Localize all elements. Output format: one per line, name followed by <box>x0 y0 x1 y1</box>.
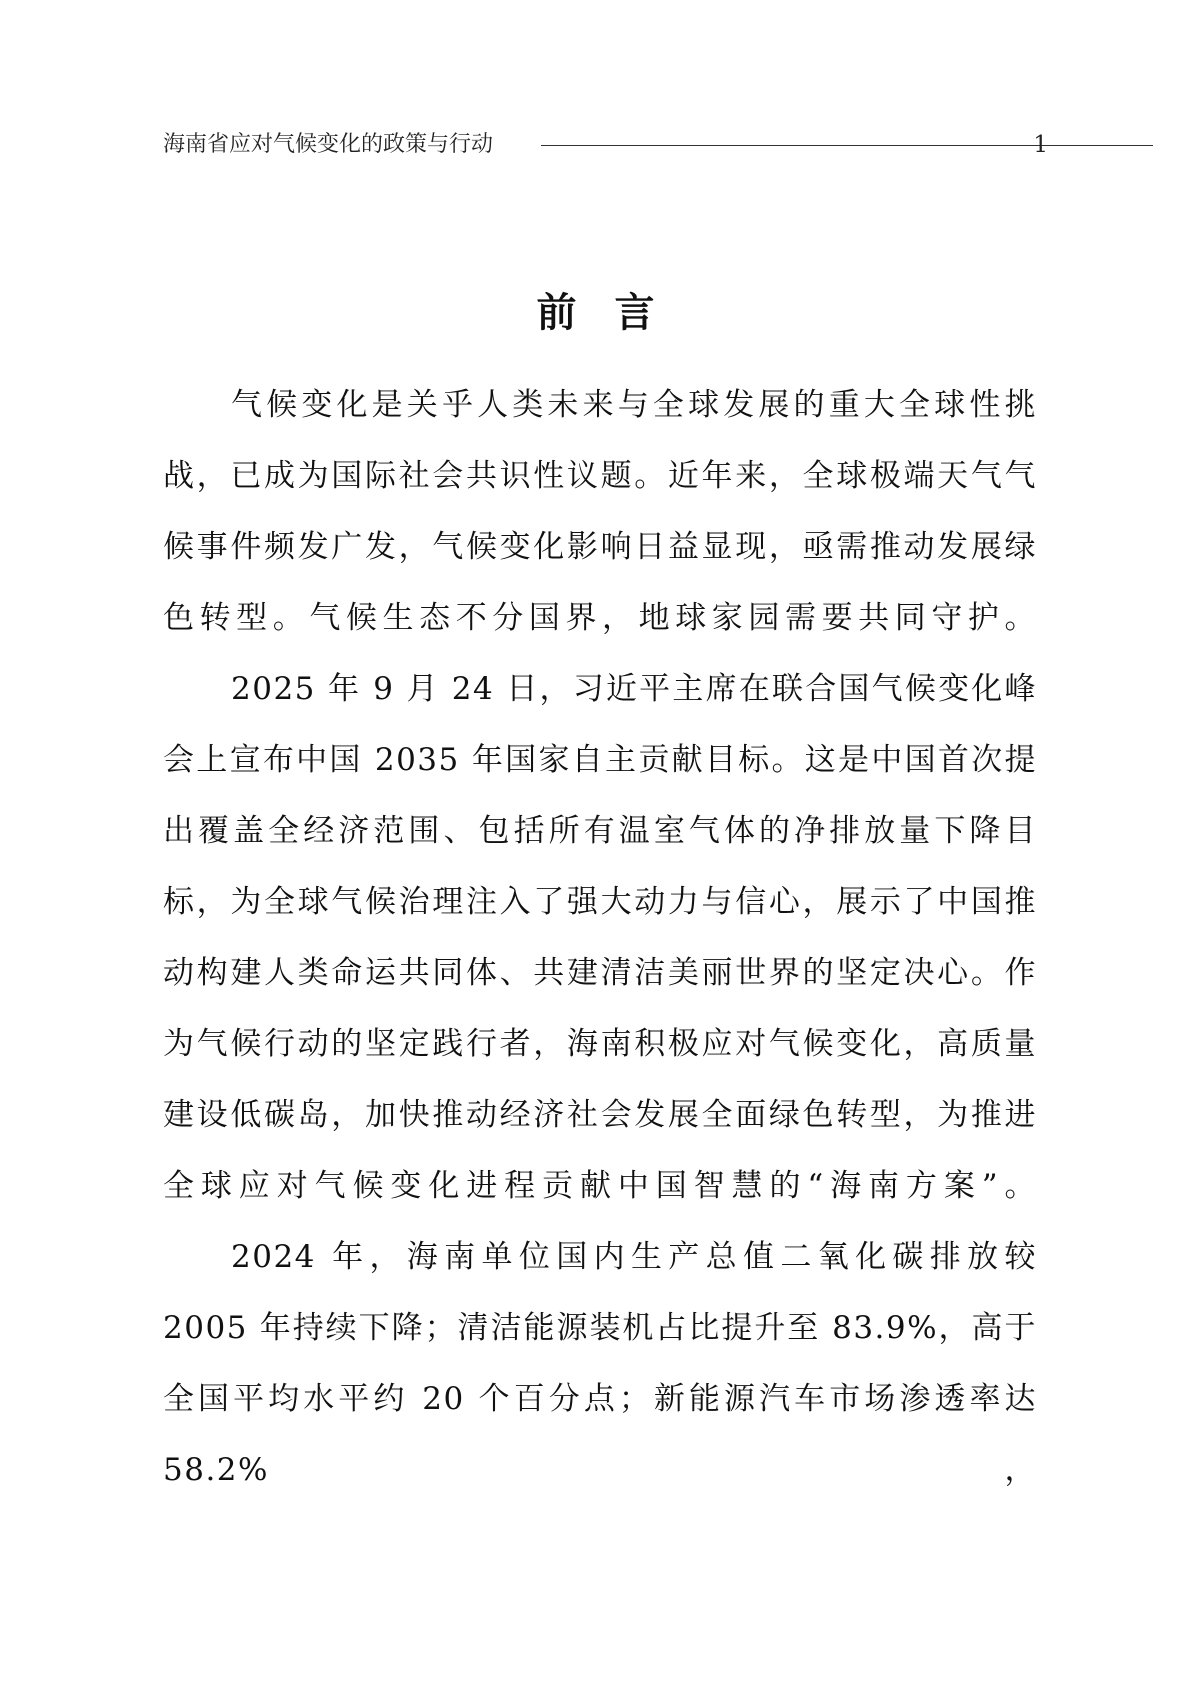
body-text <box>163 370 1037 1506</box>
paragraph-2: 2025 年 9 月 24 日，习近平主席在联合国气候变化峰会上宣布中国 2035 年国家自主贡献目标。这是中国首次提出覆盖全经济范围、包括所有温室气体的净排放量下降目标，为全球气候治理注入了强大动力与信心，展示了中国推动构建人类命运共同体、共建清洁美丽世界的坚定决心。作为气候行动的坚定践行者，海南积极应对气候变化，高质量建设低碳岛，加快推动经济社会发展全面绿色转型，为推进全球应对气候变化进程贡献中国智慧的“海南方案”。 <box>163 671 1037 1204</box>
header-rule <box>541 145 1153 146</box>
paragraph-3: 2024 年，海南单位国内生产总值二氧化碳排放较 2005 年持续下降；清洁能源装机占比提升至 83.9%，高于全国平均水平约 20 个百分点；新能源汽车市场渗透率达 58.2%， <box>163 1239 1037 1488</box>
paragraph-1: 气候变化是关乎人类未来与全球发展的重大全球性挑战，已成为国际社会共识性议题。近年来，全球极端天气气候事件频发广发，气候变化影响日益显现，亟需推动发展绿色转型。气候生态不分国界，地球家园需要共同守护。 <box>163 387 1037 636</box>
page-header <box>163 130 1048 166</box>
running-header-title: 海南省应对气候变化的政策与行动 <box>163 132 494 157</box>
section-title: 前言 <box>536 289 693 336</box>
page-number: 1 <box>1033 132 1048 158</box>
